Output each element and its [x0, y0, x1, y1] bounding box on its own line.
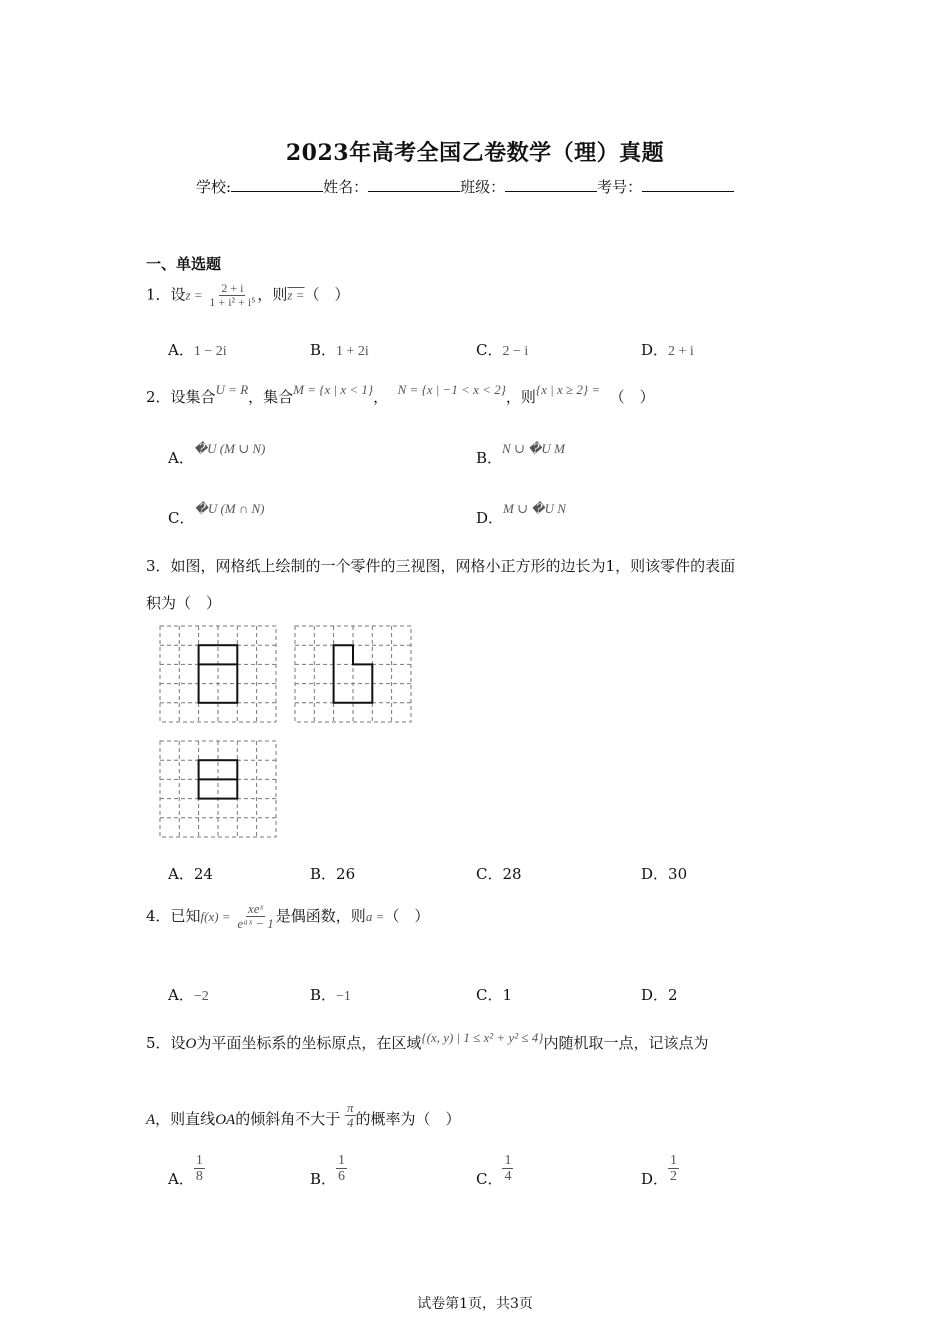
- q5-option-a: A． $\frac{1}{8}$: [168, 1153, 203, 1188]
- question-4: 4．已知f(x) = $\frac{\text{xeˣ}}{\text{eᵃˣ − 1}}$ 是偶函数，则a =（ ）: [146, 901, 430, 932]
- q4-option-a: A．−2: [168, 986, 209, 1004]
- q3-option-c: C．28: [476, 865, 522, 883]
- question-2: 2．设集合U = R，集合M = {x | x < 1}， N = {x | −1 < x < 2}，则{x | x ≥ 2} = （ ）: [146, 382, 655, 406]
- q5-point-a: A: [146, 1111, 156, 1128]
- question-3-line2: 积为（ ）: [146, 594, 222, 612]
- q1-paren: （ ）: [304, 285, 350, 304]
- q4-a: a =: [365, 908, 385, 924]
- q5-option-c: C． $\frac{1}{4}$: [476, 1153, 512, 1188]
- q3-option-d: D．30: [641, 865, 688, 883]
- q2-target-set: {x | x ≥ 2} =: [535, 382, 601, 397]
- q1-option-b: B．1 + 2i: [310, 341, 369, 359]
- name-label: 姓名：: [323, 178, 369, 196]
- student-info-line: [196, 176, 734, 197]
- q2-set-m: M = {x | x < 1}: [293, 382, 374, 397]
- question-5-line1: 5．设O为平面坐标系的坐标原点，在区域{(x, y) | 1 ≤ x² + y² ≤ 4}内随机取一点，记该点为: [146, 1030, 709, 1052]
- q4-denominator: eᵃˣ − 1: [237, 916, 274, 932]
- exam-no-blank: [642, 177, 734, 192]
- section-heading: 一、单选题: [146, 255, 222, 273]
- class-label: 班级：: [460, 178, 506, 196]
- question-3-line1: 3．如图，网格纸上绘制的一个零件的三视图，网格小正方形的边长为1，则该零件的表面: [146, 557, 736, 575]
- q4-option-d: D．2: [641, 986, 678, 1004]
- q1-fraction: [207, 282, 257, 309]
- name-blank: [368, 177, 460, 192]
- q3-option-a: A．24: [168, 865, 213, 883]
- q1-denominator: 1 + i² + i⁵: [209, 295, 256, 310]
- q5-angle-fraction: $\frac{\pi}{4}$: [346, 1100, 354, 1131]
- q4-fraction: [235, 902, 275, 932]
- school-label: 学校:: [196, 178, 232, 196]
- q2-universal-set: U = R: [215, 382, 249, 397]
- school-blank: [231, 177, 323, 192]
- exam-no-label: 考号：: [597, 178, 643, 196]
- q1-z: z =: [185, 287, 203, 303]
- q2-set-n: N = {x | −1 < x < 2}: [397, 382, 506, 397]
- q2-option-d: D．M ∪ �U N: [476, 501, 566, 527]
- q1-prefix: 1．设: [146, 285, 186, 304]
- q1-numerator: 2 + i: [221, 281, 244, 295]
- q1-option-d: D．2 + i: [641, 341, 694, 359]
- question-1: [146, 282, 350, 309]
- q5-line-oa: OA: [215, 1111, 236, 1128]
- q5-region: {(x, y) | 1 ≤ x² + y² ≤ 4}: [421, 1030, 544, 1045]
- class-blank: [505, 177, 597, 192]
- side-view-figure: [293, 624, 415, 726]
- q4-option-b: B．−1: [310, 986, 351, 1004]
- q3-option-b: B．26: [310, 865, 356, 883]
- page-title: 2023年高考全国乙卷数学（理）真题: [285, 140, 665, 166]
- top-view-figure: [158, 739, 280, 841]
- q2-option-a: A．�U (M ∪ N): [168, 441, 266, 467]
- q5-option-b: B． $\frac{1}{6}$: [310, 1153, 346, 1188]
- q1-mid: ，则: [257, 285, 288, 304]
- q1-option-a: A．1 − 2i: [168, 341, 227, 359]
- q2-option-b: B．N ∪ �U M: [476, 441, 565, 467]
- page-footer: 试卷第1页，共3页: [417, 1296, 533, 1312]
- q1-option-c: C．2 − i: [476, 341, 529, 359]
- question-5-line2: A，则直线OA的倾斜角不大于 $\frac{\pi}{4}$ 的概率为（ ）: [146, 1100, 461, 1131]
- q4-function: f(x) =: [200, 908, 231, 924]
- front-view-figure: [158, 624, 280, 726]
- q4-numerator: xeˣ: [247, 901, 264, 916]
- q5-option-d: D． $\frac{1}{2}$: [641, 1153, 678, 1188]
- q5-origin: O: [185, 1036, 197, 1052]
- q4-option-c: C．1: [476, 986, 513, 1004]
- q2-option-c: C．�U (M ∩ N): [168, 501, 265, 527]
- q1-zbar: z =: [287, 287, 305, 303]
